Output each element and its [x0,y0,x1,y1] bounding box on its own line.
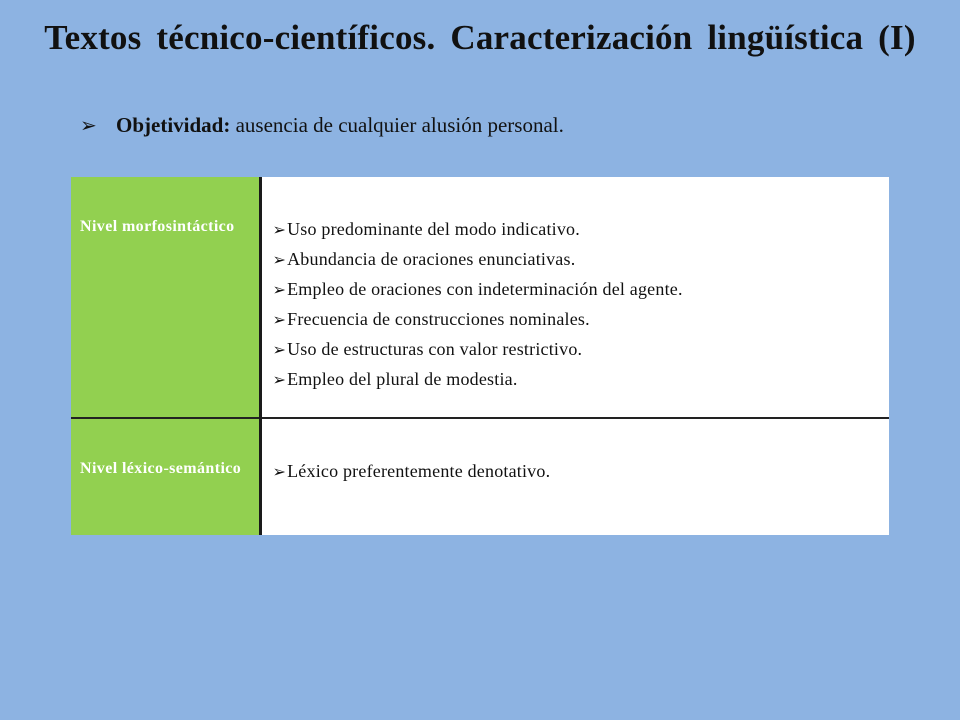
list-item: ➢Uso predominante del modo indicativo. [272,219,580,239]
list-item: ➢Empleo del plural de modestia. [272,369,518,389]
level-cell-lexical-semantic: Nivel léxico-semántico [71,418,260,535]
arrow-bullet-icon: ➢ [272,282,287,299]
feature-list-morphosyntactic [273,215,880,395]
list-item: ➢Frecuencia de construcciones nominales. [272,309,590,329]
table-row-morphosyntactic [71,177,889,418]
arrow-bullet-icon: ➢ [272,252,287,269]
arrow-bullet-icon: ➢ [80,115,97,137]
arrow-bullet-icon: ➢ [272,312,287,329]
table-row-lexical-semantic [71,418,889,535]
arrow-bullet-icon: ➢ [272,372,287,389]
arrow-bullet-icon: ➢ [272,342,287,359]
list-item: ➢Empleo de oraciones con indeterminación del agente. [272,279,683,299]
bullet-text: ausencia de cualquier alusión personal. [230,113,564,137]
bullet-term: Objetividad: [116,113,231,137]
level-cell-morphosyntactic: Nivel morfosintáctico [71,177,260,418]
arrow-bullet-icon: ➢ [272,222,287,239]
linguistic-levels-table [71,177,889,535]
slide-title: Textos técnico-científicos. Caracterización lingüística (I) [44,18,916,57]
objectivity-bullet [80,113,564,138]
list-item: ➢Uso de estructuras con valor restrictivo. [272,339,583,359]
description-cell-morphosyntactic [260,177,889,418]
arrow-bullet-icon: ➢ [272,464,287,481]
list-item: ➢Léxico preferentemente denotativo. [272,461,551,481]
list-item: ➢Abundancia de oraciones enunciativas. [272,249,576,269]
description-cell-lexical-semantic [260,418,889,535]
feature-list-lexical-semantic [273,457,880,487]
